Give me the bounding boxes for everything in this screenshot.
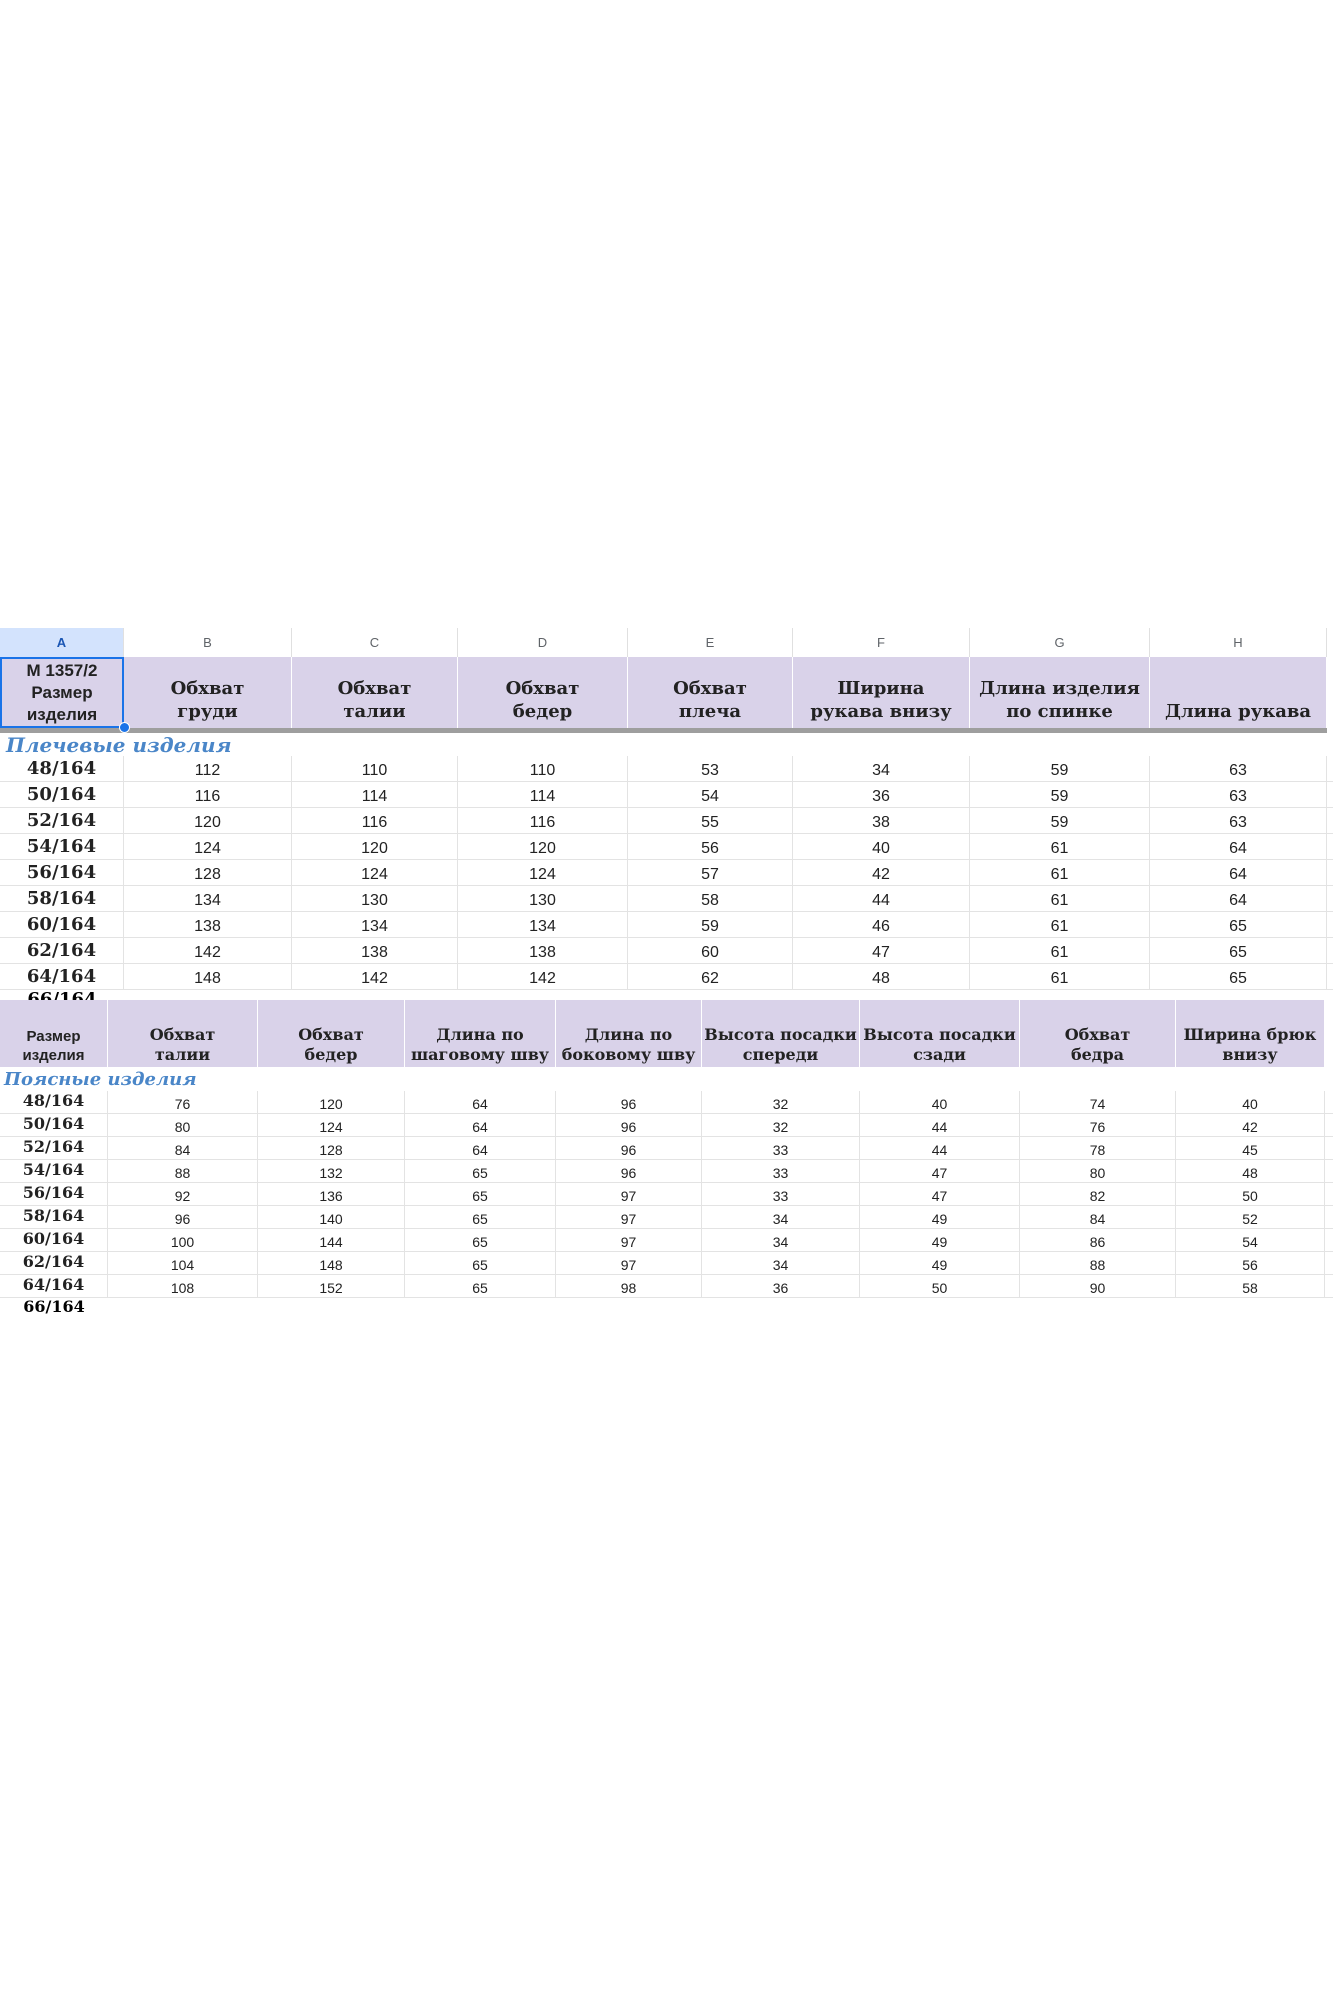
value-cell[interactable]: 124: [124, 834, 292, 859]
section-title-shoulder: Плечевые изделия: [6, 733, 232, 757]
value-cell[interactable]: 36: [702, 1275, 860, 1297]
header-cell: [628, 657, 793, 728]
table-row: [0, 1137, 1333, 1160]
size-cell[interactable]: 58/164: [0, 886, 124, 911]
value-cell[interactable]: 49: [860, 1206, 1020, 1228]
value-cell[interactable]: 88: [1020, 1252, 1176, 1274]
header-cell: [258, 1000, 405, 1067]
value-cell[interactable]: 44: [793, 886, 970, 911]
value-cell[interactable]: 130: [292, 886, 458, 911]
value-cell[interactable]: 58: [1176, 1275, 1325, 1297]
table-row: [0, 1229, 1333, 1252]
value-cell[interactable]: 142: [124, 938, 292, 963]
value-cell[interactable]: 152: [258, 1275, 405, 1297]
value-cell[interactable]: 63: [1150, 808, 1327, 833]
value-cell[interactable]: 42: [1176, 1114, 1325, 1136]
value-cell[interactable]: 76: [1020, 1114, 1176, 1136]
table-row: [0, 912, 1333, 938]
value-cell[interactable]: 44: [860, 1114, 1020, 1136]
value-cell[interactable]: 61: [970, 886, 1150, 911]
size-cell[interactable]: 50/164: [0, 782, 124, 807]
value-cell[interactable]: 50: [860, 1275, 1020, 1297]
value-cell[interactable]: 97: [556, 1229, 702, 1251]
value-cell[interactable]: 130: [458, 886, 628, 911]
value-cell[interactable]: 50: [1176, 1183, 1325, 1205]
size-cell[interactable]: 62/164: [0, 1252, 108, 1274]
size-cell[interactable]: 56/164: [0, 1183, 108, 1205]
header-label: Обхват талии: [149, 1025, 216, 1064]
column-letter-f[interactable]: F: [793, 628, 970, 657]
value-cell[interactable]: 59: [970, 756, 1150, 781]
value-cell[interactable]: 59: [628, 912, 793, 937]
header-cell: [108, 1000, 258, 1067]
value-cell[interactable]: 63: [1150, 756, 1327, 781]
table-row: [0, 860, 1333, 886]
header-label: Обхват бедер: [505, 678, 580, 722]
value-cell[interactable]: 61: [970, 964, 1150, 989]
value-cell[interactable]: 144: [258, 1229, 405, 1251]
size-cell[interactable]: 54/164: [0, 834, 124, 859]
size-cell[interactable]: 64/164: [0, 1275, 108, 1297]
value-cell[interactable]: 80: [108, 1114, 258, 1136]
table-row: [0, 808, 1333, 834]
value-cell[interactable]: 120: [292, 834, 458, 859]
table-row: [0, 1160, 1333, 1183]
value-cell[interactable]: 116: [458, 808, 628, 833]
value-cell[interactable]: 65: [405, 1206, 556, 1228]
column-letter-g[interactable]: G: [970, 628, 1150, 657]
header-label: Обхват талии: [337, 678, 412, 722]
value-cell[interactable]: 47: [793, 938, 970, 963]
header-cell: [1020, 1000, 1176, 1067]
table-row: [0, 964, 1333, 990]
value-cell[interactable]: 96: [556, 1091, 702, 1113]
value-cell[interactable]: 64: [405, 1137, 556, 1159]
value-cell[interactable]: 86: [1020, 1229, 1176, 1251]
value-cell[interactable]: 136: [258, 1183, 405, 1205]
size-cell[interactable]: 62/164: [0, 938, 124, 963]
value-cell[interactable]: 47: [860, 1183, 1020, 1205]
value-cell[interactable]: 84: [108, 1137, 258, 1159]
table-row: [0, 756, 1333, 782]
value-cell[interactable]: 132: [258, 1160, 405, 1182]
value-cell[interactable]: 134: [458, 912, 628, 937]
value-cell[interactable]: 128: [258, 1137, 405, 1159]
value-cell[interactable]: 62: [628, 964, 793, 989]
table-row: [0, 782, 1333, 808]
value-cell[interactable]: 40: [793, 834, 970, 859]
value-cell[interactable]: 128: [124, 860, 292, 885]
value-cell[interactable]: 57: [628, 860, 793, 885]
value-cell[interactable]: 61: [970, 860, 1150, 885]
value-cell[interactable]: 96: [556, 1114, 702, 1136]
size-cell[interactable]: 58/164: [0, 1206, 108, 1228]
cut-row: [0, 1297, 108, 1316]
value-cell[interactable]: 32: [702, 1091, 860, 1113]
size-cell[interactable]: 52/164: [0, 1137, 108, 1159]
value-cell[interactable]: 97: [556, 1252, 702, 1274]
value-cell[interactable]: 46: [793, 912, 970, 937]
value-cell[interactable]: 34: [702, 1229, 860, 1251]
value-cell[interactable]: 58: [628, 886, 793, 911]
header-cell: [1150, 657, 1327, 728]
value-cell[interactable]: 124: [258, 1114, 405, 1136]
value-cell[interactable]: 33: [702, 1183, 860, 1205]
value-cell[interactable]: 134: [292, 912, 458, 937]
value-cell[interactable]: 110: [292, 756, 458, 781]
value-cell[interactable]: 98: [556, 1275, 702, 1297]
value-cell[interactable]: 65: [405, 1252, 556, 1274]
value-cell[interactable]: 120: [258, 1091, 405, 1113]
value-cell[interactable]: 65: [1150, 912, 1327, 937]
value-cell[interactable]: 44: [860, 1137, 1020, 1159]
value-cell[interactable]: 64: [1150, 886, 1327, 911]
value-cell[interactable]: 65: [405, 1183, 556, 1205]
header-cell: [124, 657, 292, 728]
column-letter-c[interactable]: C: [292, 628, 458, 657]
value-cell[interactable]: 64: [405, 1091, 556, 1113]
value-cell[interactable]: 74: [1020, 1091, 1176, 1113]
value-cell[interactable]: 97: [556, 1183, 702, 1205]
value-cell[interactable]: 138: [124, 912, 292, 937]
size-cell[interactable]: 50/164: [0, 1114, 108, 1136]
value-cell[interactable]: 97: [556, 1206, 702, 1228]
header-label: Длина по боковому шву: [561, 1025, 696, 1064]
value-cell[interactable]: 142: [458, 964, 628, 989]
table-row: [0, 1252, 1333, 1275]
value-cell[interactable]: 36: [793, 782, 970, 807]
waist-header-row: [0, 1000, 1325, 1067]
value-cell[interactable]: 32: [702, 1114, 860, 1136]
value-cell[interactable]: 65: [1150, 964, 1327, 989]
value-cell[interactable]: 64: [1150, 860, 1327, 885]
value-cell[interactable]: 88: [108, 1160, 258, 1182]
value-cell[interactable]: 124: [458, 860, 628, 885]
size-cell[interactable]: 48/164: [0, 756, 124, 781]
value-cell[interactable]: 108: [108, 1275, 258, 1297]
value-cell[interactable]: 38: [793, 808, 970, 833]
value-cell[interactable]: 56: [1176, 1252, 1325, 1274]
value-cell[interactable]: 96: [108, 1206, 258, 1228]
value-cell[interactable]: 65: [1150, 938, 1327, 963]
size-cell: 66/164: [23, 1297, 85, 1316]
value-cell[interactable]: 64: [405, 1114, 556, 1136]
value-cell[interactable]: 60: [628, 938, 793, 963]
value-cell[interactable]: 61: [970, 938, 1150, 963]
table-row: [0, 938, 1333, 964]
value-cell[interactable]: 114: [458, 782, 628, 807]
cut-row: [0, 990, 124, 996]
value-cell[interactable]: 112: [124, 756, 292, 781]
value-cell[interactable]: 92: [108, 1183, 258, 1205]
table-row: [0, 1206, 1333, 1229]
value-cell[interactable]: 34: [702, 1252, 860, 1274]
header-label: Обхват бедра: [1064, 1025, 1131, 1064]
table-row: [0, 834, 1333, 860]
header-cell: [292, 657, 458, 728]
value-cell[interactable]: 116: [124, 782, 292, 807]
value-cell[interactable]: 114: [292, 782, 458, 807]
value-cell[interactable]: 138: [292, 938, 458, 963]
value-cell[interactable]: 53: [628, 756, 793, 781]
header-label: Длина рукава: [1164, 701, 1312, 722]
value-cell[interactable]: 110: [458, 756, 628, 781]
value-cell[interactable]: 63: [1150, 782, 1327, 807]
column-header-bar: [0, 628, 1333, 657]
header-label: Обхват груди: [170, 678, 245, 722]
value-cell[interactable]: 54: [1176, 1229, 1325, 1251]
value-cell[interactable]: 64: [1150, 834, 1327, 859]
column-letter-d[interactable]: D: [458, 628, 628, 657]
value-cell[interactable]: 33: [702, 1160, 860, 1182]
value-cell[interactable]: 140: [258, 1206, 405, 1228]
header-label: M 1357/2 Размер изделия: [26, 660, 98, 724]
value-cell[interactable]: 120: [124, 808, 292, 833]
table-row: [0, 1275, 1333, 1298]
header-label: Ширина брюк внизу: [1183, 1025, 1317, 1064]
waist-size-table: [0, 1000, 1333, 1316]
value-cell[interactable]: 56: [628, 834, 793, 859]
value-cell[interactable]: 65: [405, 1229, 556, 1251]
shoulder-header-row: [0, 657, 1327, 733]
value-cell[interactable]: 54: [628, 782, 793, 807]
table-row: [0, 1114, 1333, 1137]
value-cell[interactable]: 104: [108, 1252, 258, 1274]
value-cell[interactable]: 148: [258, 1252, 405, 1274]
value-cell[interactable]: 61: [970, 834, 1150, 859]
header-cell: [793, 657, 970, 728]
value-cell[interactable]: 96: [556, 1137, 702, 1159]
value-cell[interactable]: 47: [860, 1160, 1020, 1182]
header-label: Обхват бедер: [298, 1025, 364, 1064]
value-cell[interactable]: 65: [405, 1160, 556, 1182]
value-cell[interactable]: 59: [970, 782, 1150, 807]
table-row: [0, 886, 1333, 912]
table-row: [0, 1091, 1333, 1114]
value-cell[interactable]: 82: [1020, 1183, 1176, 1205]
header-label: Высота посадки спереди: [704, 1025, 857, 1064]
header-cell: [860, 1000, 1020, 1067]
value-cell[interactable]: 34: [793, 756, 970, 781]
header-label: Длина по шаговому шву: [410, 1025, 550, 1064]
value-cell[interactable]: 90: [1020, 1275, 1176, 1297]
selection-fill-handle[interactable]: [119, 722, 130, 733]
size-cell[interactable]: 64/164: [0, 964, 124, 989]
value-cell[interactable]: 48: [1176, 1160, 1325, 1182]
value-cell[interactable]: 100: [108, 1229, 258, 1251]
value-cell[interactable]: 45: [1176, 1137, 1325, 1159]
value-cell[interactable]: 33: [702, 1137, 860, 1159]
header-cell: [702, 1000, 860, 1067]
value-cell[interactable]: 40: [1176, 1091, 1325, 1113]
column-letter-a[interactable]: A: [0, 628, 124, 657]
header-label: Размер изделия: [22, 1028, 85, 1064]
header-cell: [0, 1000, 108, 1067]
value-cell[interactable]: 61: [970, 912, 1150, 937]
value-cell[interactable]: 134: [124, 886, 292, 911]
value-cell[interactable]: 142: [292, 964, 458, 989]
value-cell[interactable]: 96: [556, 1160, 702, 1182]
value-cell[interactable]: 120: [458, 834, 628, 859]
header-cell: [556, 1000, 702, 1067]
value-cell[interactable]: 78: [1020, 1137, 1176, 1159]
table-row: [0, 1183, 1333, 1206]
size-cell[interactable]: 54/164: [0, 1160, 108, 1182]
header-label: Высота посадки сзади: [863, 1025, 1016, 1064]
value-cell[interactable]: 42: [793, 860, 970, 885]
header-label: Длина изделия по спинке: [979, 678, 1140, 722]
column-letter-b[interactable]: B: [124, 628, 292, 657]
value-cell[interactable]: 40: [860, 1091, 1020, 1113]
column-letter-h[interactable]: H: [1150, 628, 1327, 657]
value-cell[interactable]: 84: [1020, 1206, 1176, 1228]
value-cell[interactable]: 76: [108, 1091, 258, 1113]
header-cell: [458, 657, 628, 728]
value-cell[interactable]: 138: [458, 938, 628, 963]
value-cell[interactable]: 34: [702, 1206, 860, 1228]
model-size-header-cell[interactable]: [0, 657, 124, 728]
section-title-waist: Поясные изделия: [4, 1069, 197, 1090]
column-letter-e[interactable]: E: [628, 628, 793, 657]
value-cell[interactable]: 52: [1176, 1206, 1325, 1228]
header-cell: [1176, 1000, 1325, 1067]
header-cell: [405, 1000, 556, 1067]
size-cell[interactable]: 60/164: [0, 1229, 108, 1251]
size-cell[interactable]: 52/164: [0, 808, 124, 833]
header-cell: [970, 657, 1150, 728]
value-cell[interactable]: 49: [860, 1229, 1020, 1251]
value-cell[interactable]: 65: [405, 1275, 556, 1297]
value-cell[interactable]: 49: [860, 1252, 1020, 1274]
value-cell[interactable]: 148: [124, 964, 292, 989]
value-cell[interactable]: 55: [628, 808, 793, 833]
size-cell[interactable]: 48/164: [0, 1091, 108, 1113]
value-cell[interactable]: 116: [292, 808, 458, 833]
value-cell[interactable]: 48: [793, 964, 970, 989]
size-cell[interactable]: 56/164: [0, 860, 124, 885]
value-cell[interactable]: 124: [292, 860, 458, 885]
value-cell[interactable]: 80: [1020, 1160, 1176, 1182]
header-label: Ширина рукава внизу: [810, 678, 952, 722]
size-cell[interactable]: 60/164: [0, 912, 124, 937]
header-label: Обхват плеча: [673, 678, 747, 722]
value-cell[interactable]: 59: [970, 808, 1150, 833]
shoulder-size-table: [0, 628, 1333, 995]
